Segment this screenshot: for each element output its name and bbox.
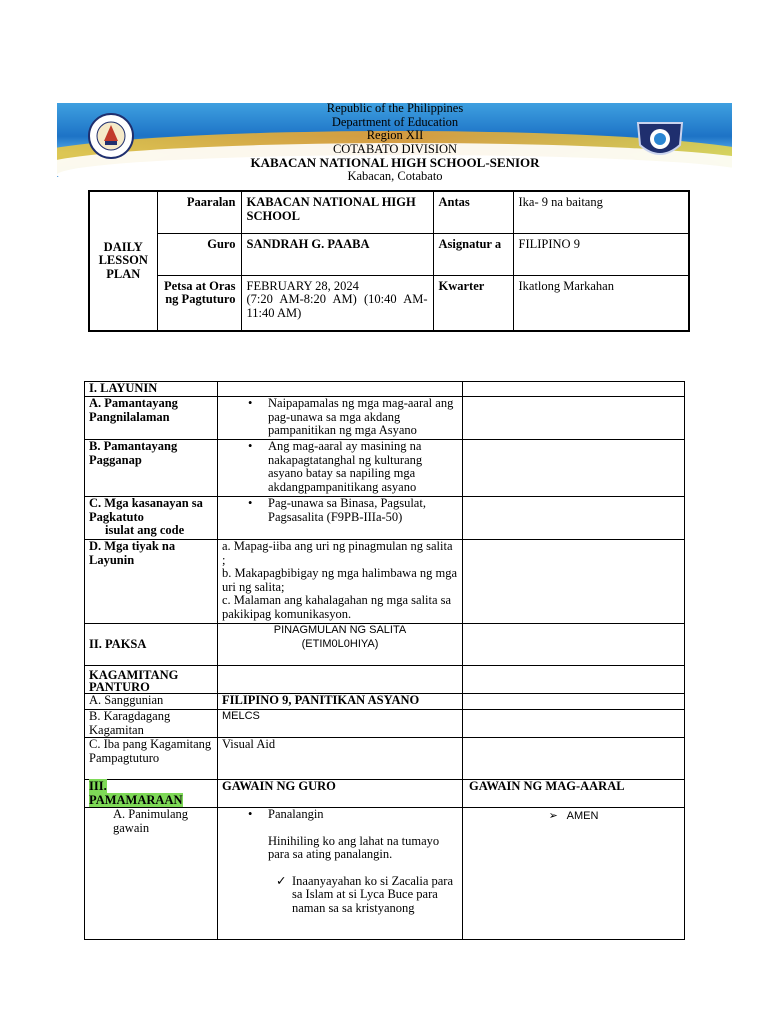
asignatura-label: Asignatur a (433, 233, 513, 275)
kwarter-value: Ikatlong Markahan (513, 275, 689, 331)
pamantayang-pagganap-cell: • Ang mag-aaral ay masining na nakapagtatanghal ng kulturang asyano batay sa napiling mga akdangpampanitikang asyano (218, 440, 463, 497)
tiyak-na-layunin-cell (218, 540, 463, 624)
pamamaraan-label: PAMAMARAAN (89, 792, 183, 807)
inaanyayahan-text: Inaanyayahan ko si Zacalia para sa Islam at si Lyca Buce para naman sa sa kristyanong (292, 873, 454, 915)
paksa-value-line2: (ETIM0L0HIYA) (301, 637, 379, 650)
paaralan-label: Paaralan (157, 191, 241, 233)
pamantayang-pangnilalaman-cell: • Naipapamalas ng mga mag-aaral ang pag-unawa sa mga akdang pampanitikan ng mga Asyano (218, 397, 463, 440)
sanggunian-label: A. Sanggunian (85, 694, 218, 710)
paksa-cell (218, 624, 463, 666)
paksa-label: II. PAKSA (85, 624, 218, 666)
dlp-title: DAILY LESSON PLAN (89, 191, 157, 331)
kasanayan-label (85, 497, 218, 540)
header-line-deped: Department of Education (331, 114, 459, 129)
pamantayang-pangnilalaman-label: A. Pamantayang Pangnilalaman (85, 397, 218, 440)
karagdagang-kagamitan-label: B. Karagdagang Kagamitan (85, 710, 218, 738)
gawain-ng-mag-aaral-heading: GAWAIN NG MAG-AARAL (463, 780, 685, 808)
kwarter-label: Kwarter (433, 275, 513, 331)
kasanayan-cell: • Pag-unawa sa Binasa, Pagsulat, Pagsasalita (F9PB-IIIa-50) (218, 497, 463, 540)
header-school-name: KABACAN NATIONAL HIGH SCHOOL-SENIOR (250, 155, 540, 170)
arrow-bullet-icon: ➢ (548, 810, 558, 822)
petsa-cell (241, 275, 433, 331)
oras-value: (7:20 AM-8:20 AM) (10:40 AM- 11:40 AM) (246, 292, 428, 320)
iba-pang-kagamitan-label: C. Iba pang Kagamitang Pampagtuturo (85, 738, 218, 780)
petsa-value: FEBRUARY 28, 2024 (246, 278, 359, 293)
checkmark-icon: ✓ (276, 873, 287, 888)
pamantayang-pagganap-label: B. Pamantayang Pagganap (85, 440, 218, 497)
hinihiling-text: Hinihiling ko ang lahat na tumayo para sa ating panalangin. (268, 833, 440, 861)
gawain-ng-guro-heading: GAWAIN NG GURO (218, 780, 463, 808)
lesson-plan-table (84, 381, 685, 940)
kagamitang-panturo-heading: KAGAMITANG PANTURO (85, 666, 218, 694)
dlp-info-table (88, 190, 690, 332)
kasanayan-label-line1: C. Mga kasanayan sa Pagkatuto (89, 496, 203, 524)
pamantayang-pangnilalaman-value: Naipapamalas ng mga mag-aaral ang pag-unawa sa mga akdang pampanitikan ng mga Asyano (268, 396, 454, 437)
mag-aaral-activities-cell (463, 808, 685, 940)
pamantayang-pagganap-value: Ang mag-aaral ay masining na nakapagtatanghal ng kulturang asyano batay sa napiling mga akdangpampanitikang asyano (268, 439, 423, 494)
asignatura-value: FILIPINO 9 (513, 233, 689, 275)
paaralan-value: KABACAN NATIONAL HIGH SCHOOL (241, 191, 433, 233)
karagdagang-kagamitan-value: MELCS (218, 710, 463, 738)
panimulang-gawain-label: A. Panimulang gawain (85, 808, 218, 940)
guro-value: SANDRAH G. PAABA (241, 233, 433, 275)
iba-pang-kagamitan-value: Visual Aid (218, 738, 463, 780)
guro-activities-cell: • Panalangin Hinihiling ko ang lahat na tumayo para sa ating panalangin. ✓ Inaanyayahan ko si Zacalia para sa Islam at si Lyca Buce para naman sa sa kristyanong (218, 808, 463, 940)
school-seal-logo (634, 119, 686, 163)
panalangin-item: Panalangin (268, 807, 324, 821)
kasanayan-label-line2: isulat ang code (105, 523, 185, 537)
antas-label: Antas (433, 191, 513, 233)
header-line-region: Region XII (366, 128, 424, 142)
amen-text: AMEN (566, 810, 599, 822)
header-line-republic: Republic of the Philippines (326, 101, 464, 115)
guro-label: Guro (157, 233, 241, 275)
layunin-heading: I. LAYUNIN (85, 382, 218, 397)
header-line-division: COTABATO DIVISION (332, 141, 458, 156)
layunin-c: c. Malaman ang kahalagahan ng mga salita sa pakikipag komunikasyon. (222, 593, 452, 621)
layunin-a: a. Mapag-iiba ang uri ng pinagmulan ng salita ; (222, 539, 453, 567)
petsa-label: Petsa at Oras ng Pagtuturo (157, 275, 241, 331)
pamamaraan-number: III. (89, 779, 107, 793)
kasanayan-value: Pag-unawa sa Binasa, Pagsulat, Pagsasalita (F9PB-IIIa-50) (268, 496, 426, 524)
sanggunian-value: FILIPINO 9, PANITIKAN ASYANO (218, 694, 463, 710)
pamamaraan-heading (85, 780, 218, 808)
antas-value: Ika- 9 na baitang (513, 191, 689, 233)
layunin-b: b. Makapagbibigay ng mga halimbawa ng mga uri ng salita; (222, 566, 458, 594)
paksa-value-line1: PINAGMULAN NG SALITA (273, 624, 407, 636)
header-location: Kabacan, Cotabato (347, 168, 443, 183)
header-text (200, 102, 590, 183)
deped-seal-logo (88, 111, 134, 161)
tiyak-na-layunin-label: D. Mga tiyak na Layunin (85, 540, 218, 624)
